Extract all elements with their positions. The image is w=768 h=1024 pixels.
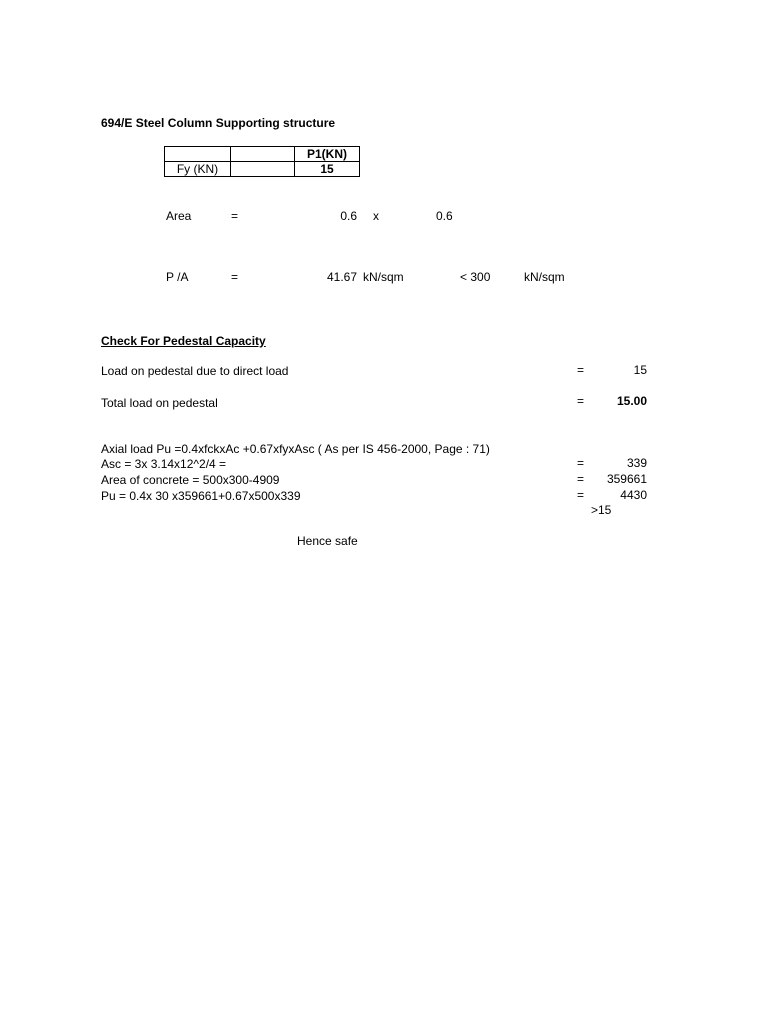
load-table-label-fy: Fy (KN) xyxy=(165,162,231,177)
load-table-header-cell xyxy=(165,147,231,162)
direct-load-value: 15 xyxy=(633,363,647,377)
load-table xyxy=(164,146,360,177)
pa-label: P /A xyxy=(166,270,189,284)
load-table-header-row xyxy=(165,147,360,162)
area-equals: = xyxy=(231,209,239,223)
asc-equals: = xyxy=(577,456,585,470)
pa-unit: kN/sqm xyxy=(363,270,404,284)
total-load-value: 15.00 xyxy=(616,394,647,408)
concrete-area-value: 359661 xyxy=(606,472,647,486)
area-dimension-a: 0.6 xyxy=(340,209,357,223)
load-table-empty-cell xyxy=(231,162,295,177)
total-load-equals: = xyxy=(577,394,585,408)
pedestal-heading: Check For Pedestal Capacity xyxy=(101,334,266,348)
pu-label: Pu = 0.4x 30 x359661+0.67x500x339 xyxy=(101,489,301,503)
pu-value: 4430 xyxy=(620,488,647,502)
area-times: x xyxy=(373,209,379,223)
asc-label: Asc = 3x 3.14x12^2/4 = xyxy=(101,457,227,471)
pa-limit-unit: kN/sqm xyxy=(524,270,565,284)
pa-value: 41.67 xyxy=(326,270,357,284)
asc-value: 339 xyxy=(626,456,647,470)
load-table-row-fy xyxy=(165,162,360,177)
load-table-header-cell xyxy=(231,147,295,162)
area-dimension-b: 0.6 xyxy=(436,209,453,223)
pa-limit: < 300 xyxy=(460,270,491,284)
concrete-area-equals: = xyxy=(577,472,585,486)
pu-comparison: >15 xyxy=(591,503,612,517)
total-load-label: Total load on pedestal xyxy=(101,396,218,410)
direct-load-label: Load on pedestal due to direct load xyxy=(101,364,289,378)
area-label: Area xyxy=(166,209,192,223)
load-table-header-p1: P1(KN) xyxy=(295,147,360,162)
page-title: 694/E Steel Column Supporting structure xyxy=(101,116,336,130)
concrete-area-label: Area of concrete = 500x300-4909 xyxy=(101,473,280,487)
load-table-value-p1: 15 xyxy=(295,162,360,177)
axial-load-formula: Axial load Pu =0.4xfckxAc +0.67xfyxAsc ( As per IS 456-2000, Page : 71) xyxy=(101,442,490,456)
pu-equals: = xyxy=(577,488,585,502)
conclusion-text: Hence safe xyxy=(297,534,358,548)
direct-load-equals: = xyxy=(577,363,585,377)
pa-equals: = xyxy=(231,270,239,284)
